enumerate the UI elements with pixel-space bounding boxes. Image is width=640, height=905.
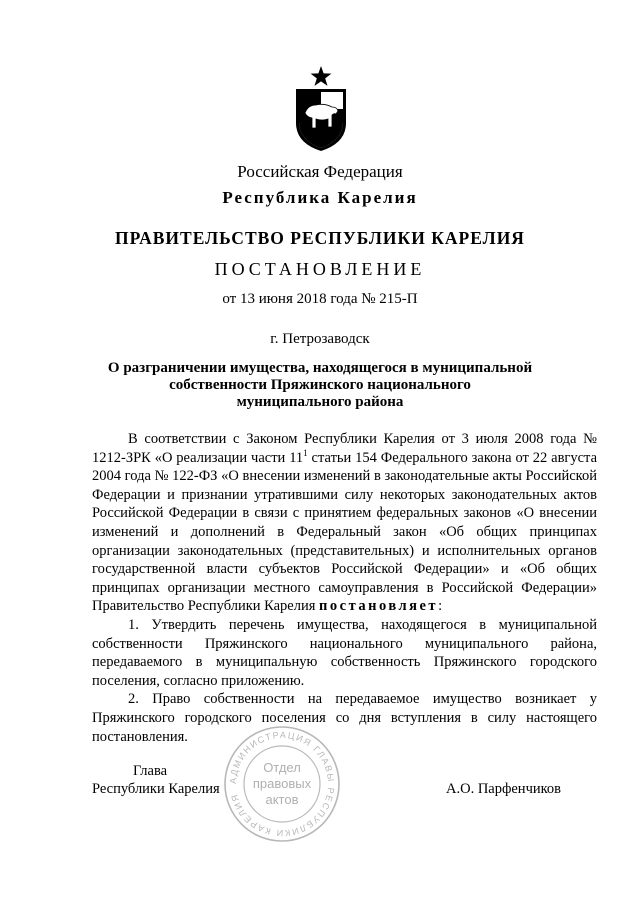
superscript: 1 (303, 447, 308, 458)
clause-1: 1. Утвердить перечень имущества, находящегося в муниципальной собственности Пряжинского национального муниципального района, передаваемого в муниципальную собственность Пряжинского городского поселения, согласно приложению. (92, 616, 597, 689)
signatory-title: Глава (133, 763, 168, 779)
stamp-line: Отдел (263, 760, 301, 775)
karelia-coat-of-arms-icon (290, 65, 352, 153)
document-body (92, 430, 597, 746)
country-name: Российская Федерация (237, 162, 403, 181)
signatory-title: Республики Карелия (92, 781, 220, 797)
subject-line: собственности Пряжинского национального (169, 377, 471, 393)
stamp-ring-text: АДМИНИСТРАЦИЯ ГЛАВЫ РЕСПУБЛИКИ КАРЕЛИЯ (227, 729, 337, 839)
city: г. Петрозаводск (270, 331, 370, 347)
signatory-name: А.О. Парфенчиков (446, 781, 562, 797)
republic-name: Республика Карелия (222, 188, 418, 207)
subject-line: муниципального района (236, 394, 404, 410)
document-subject (0, 360, 640, 411)
legal-department-stamp-icon (222, 724, 342, 844)
decree-word: постановляет (319, 598, 439, 615)
subject-line: О разграничении имущества, находящегося в муниципальной (107, 360, 533, 376)
authority-name: ПРАВИТЕЛЬСТВО РЕСПУБЛИКИ КАРЕЛИЯ (115, 228, 525, 248)
clause-2: 2. Право собственности на передаваемое имущество возникает у Пряжинского городского поселения со дня вступления в силу настоящего постановления. (92, 691, 597, 745)
date-and-number: от 13 июня 2018 года № 215-П (222, 291, 418, 307)
stamp-line: актов (265, 792, 299, 807)
preamble-paragraph: В соответствии с Законом Республики Карелия от 3 июля 2008 года № 1212-ЗРК «О реализации части $11^1$ статьи 154 Федерального закона от 22 августа 2004 года № 122-ФЗ «О внесении изменений в законодательные акты Российской Федерации и признании утратившими силу некоторых законодательных актов Российской Федерации в связи с принятием федеральных законов «О внесении изменений и дополнений в Федеральный закон «Об общих принципах организации законодательных (представительных) и исполнительных органов государственной власти субъектов Российской Федерации» и «Об общих принципах организации местного самоуправления в Российской Федерации» Правительство Республики Карелия постановляет: (92, 431, 598, 615)
stamp-line: правовых (252, 776, 312, 791)
document-type: ПОСТАНОВЛЕНИЕ (214, 259, 426, 279)
